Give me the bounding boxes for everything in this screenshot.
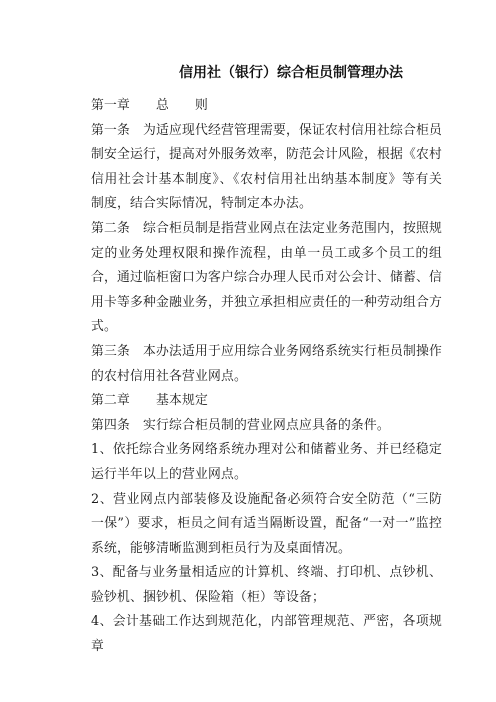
article-3: 第三条 本办法适用于应用综合业务网络系统实行柜员制操作的农村信用社各营业网点。 (91, 343, 442, 384)
chapter-heading-1: 第一章 总 则 (91, 98, 208, 113)
document-title: 信用社（银行）综合柜员制管理办法 (179, 65, 403, 81)
condition-item-1: 1、依托综合业务网络系统办理对公和储蓄业务、并已经稳定运行半年以上的营业网点。 (91, 442, 442, 482)
condition-item-3: 3、配备与业务量相适应的计算机、终端、打印机、点钞机、验钞机、捆钞机、保险箱（柜）等设备； (91, 565, 442, 605)
chapter-heading-2: 第二章 基本规定 (91, 393, 208, 409)
document-body (91, 94, 442, 660)
article-2: 第二条 综合柜员制是指营业网点在法定业务范围内，按照规定的业务处理权限和操作流程，由单一员工或多个员工的组合，通过临柜窗口为客户综合办理人民币对公会计、储蓄、信用卡等多种金融业务，并独立承担相应责任的一种劳动组合方式。 (91, 220, 442, 335)
article-4: 第四条 实行综合柜员制的营业网点应具备的条件。 (91, 417, 390, 433)
condition-item-4: 4、会计基础工作达到规范化，内部管理规范、严密，各项规章 (91, 614, 442, 655)
condition-item-2: 2、营业网点内部装修及设施配备必须符合安全防范（“三防一保”）要求，柜员之间有适当隔断设置，配备“一对一”监控系统，能够清晰监测到柜员行为及桌面情况。 (91, 491, 442, 556)
article-1: 第一条 为适应现代经营管理需要，保证农村信用社综合柜员制安全运行，提高对外服务效率，防范会计风险，根据《农村信用社会计基本制度》、《农村信用社出纳基本制度》等有关制度，结合实际情况，特制定本办法。 (91, 122, 442, 212)
